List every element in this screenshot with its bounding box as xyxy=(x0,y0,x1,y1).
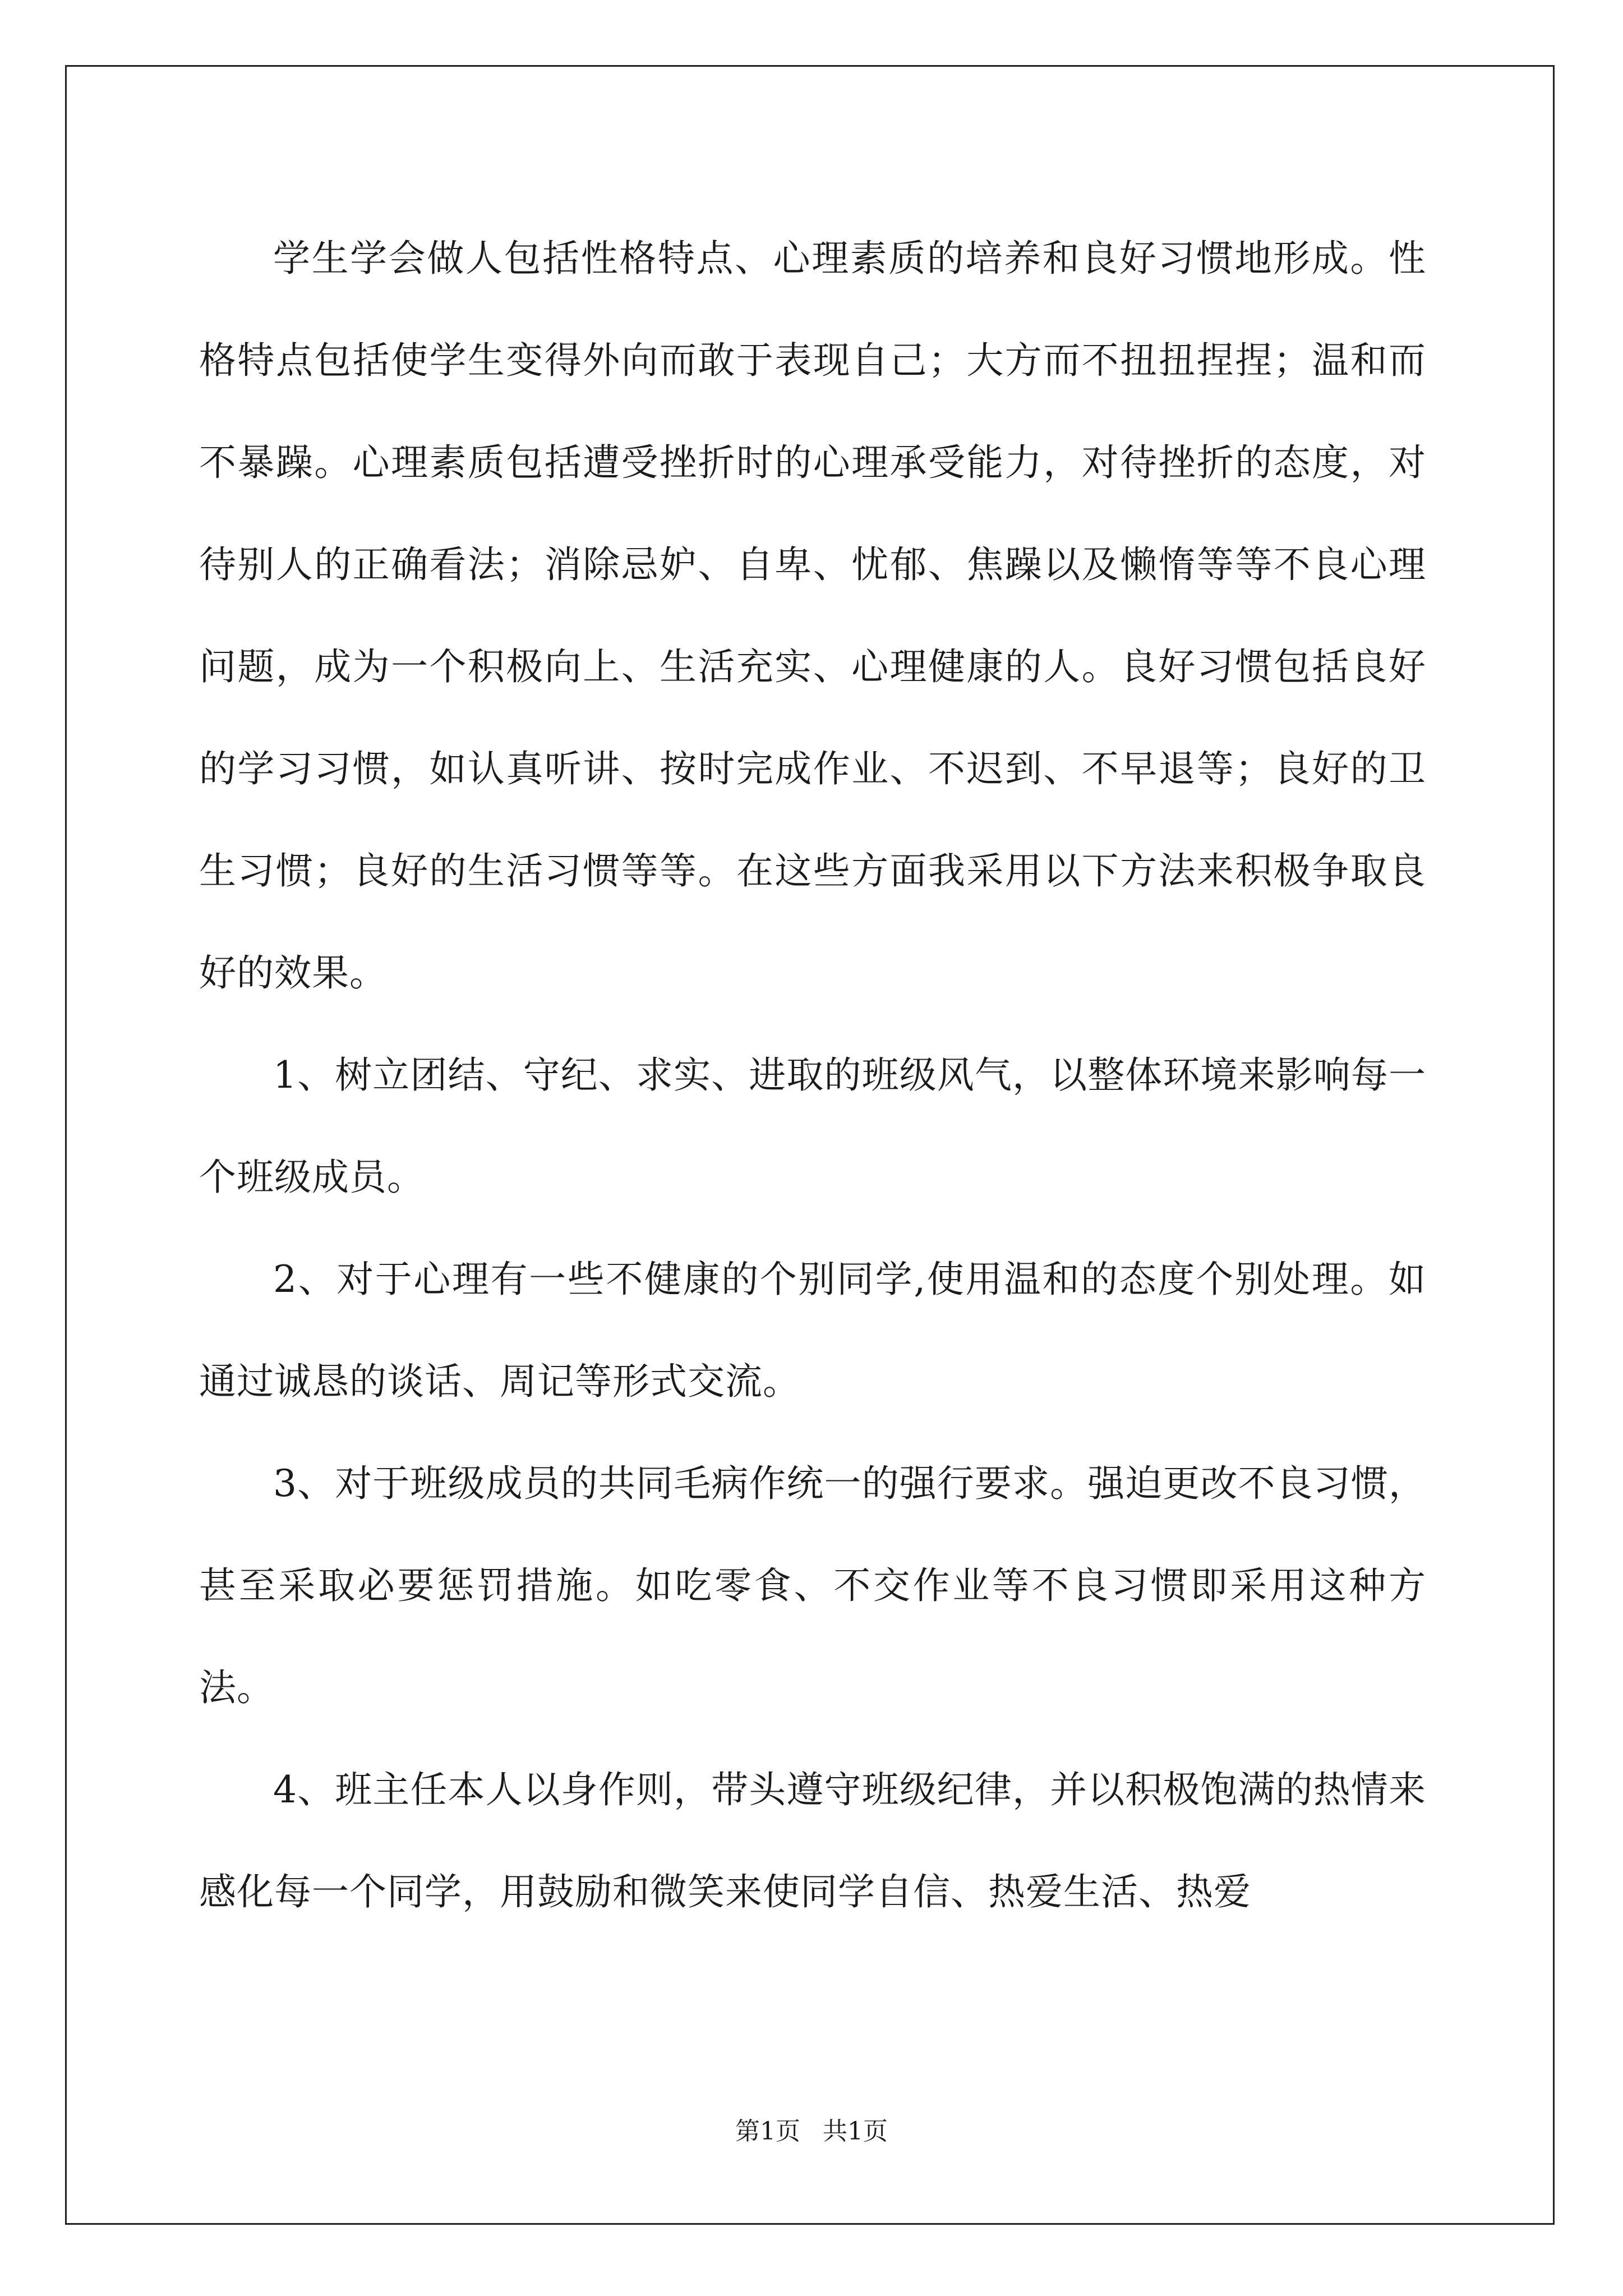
page-number-current: 第1页 xyxy=(735,2117,800,2146)
paragraph-item-3: 3、对于班级成员的共同毛病作统一的强行要求。强迫更改不良习惯，甚至采取必要惩罚措施。如吃零食、不交作业等不良习惯即采用这种方法。 xyxy=(199,1462,1426,1709)
paragraph-item-1: 1、树立团结、守纪、求实、进取的班级风气，以整体环境来影响每一个班级成员。 xyxy=(199,1053,1426,1199)
page-number-total: 共1页 xyxy=(823,2117,888,2146)
document-body xyxy=(199,208,1426,1943)
paragraph-intro: 学生学会做人包括性格特点、心理素质的培养和良好习惯地形成。性格特点包括使学生变得外向而敢于表现自己；大方而不扭扭捏捏；温和而不暴躁。心理素质包括遭受挫折时的心理承受能力，对待挫折的态度，对待别人的正确看法；消除忌妒、自卑、忧郁、焦躁以及懒惰等等不良心理问题，成为一个积极向上、生活充实、心理健康的人。良好习惯包括良好的学习习惯，如认真听讲、按时完成作业、不迟到、不早退等；良好的卫生习惯；良好的生活习惯等等。在这些方面我采用以下方法来积极争取良好的效果。 xyxy=(199,237,1426,995)
page-footer xyxy=(0,2115,1623,2148)
paragraph-item-2: 2、对于心理有一些不健康的个别同学,使用温和的态度个别处理。如通过诚恳的谈话、周记等形式交流。 xyxy=(199,1258,1426,1403)
paragraph-item-4: 4、班主任本人以身作则，带头遵守班级纪律，并以积极饱满的热情来感化每一个同学，用鼓励和微笑来使同学自信、热爱生活、热爱 xyxy=(199,1768,1426,1913)
